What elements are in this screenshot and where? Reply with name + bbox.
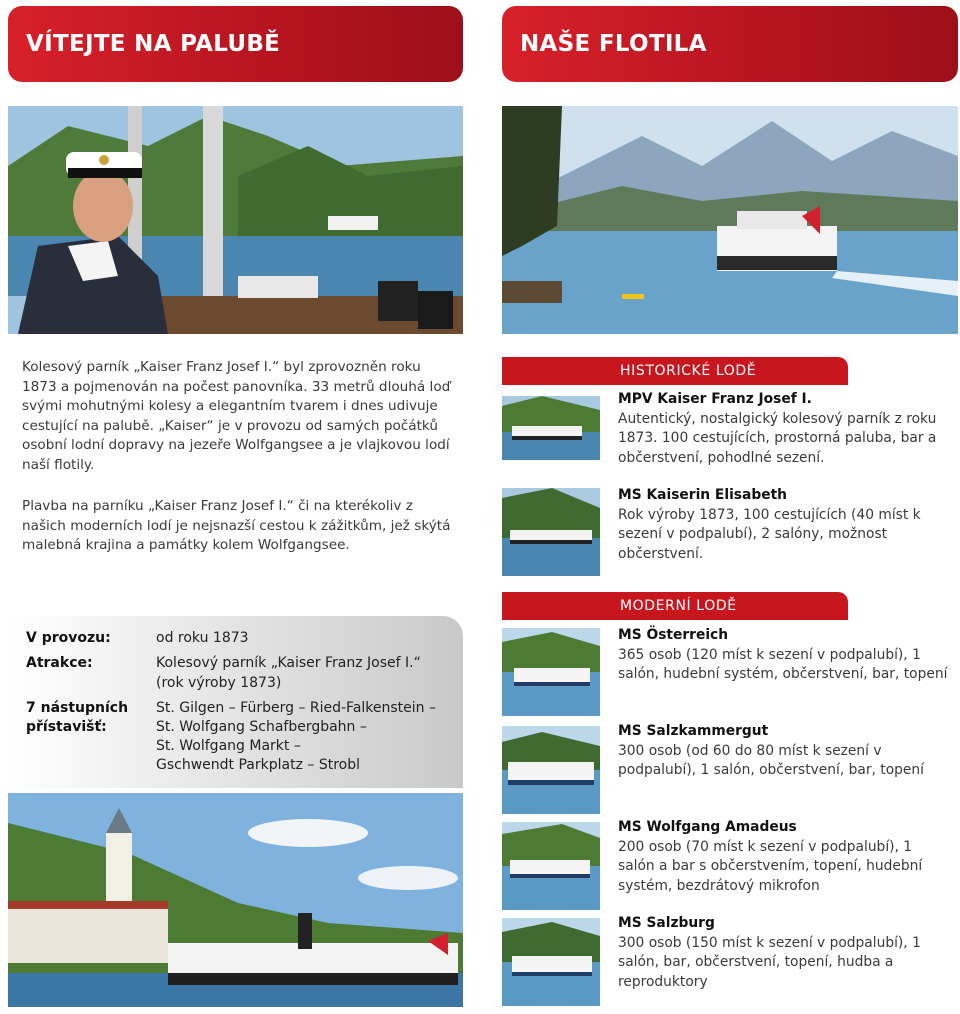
ship-desc: 300 osob (150 míst k sezení v podpalubí), 1 salón, bar, občerstvení, topení, hudba a reproduktory [618,934,921,990]
atrakce-value-1: Kolesový parník „Kaiser Franz Josef I.“ [156,655,421,671]
ship-name: MS Kaiserin Elisabeth [618,487,787,503]
ship-desc: Rok výroby 1873, 100 cestujících (40 míst k sezení v podpalubí), 2 salóny, možnost občerstvení. [618,506,921,562]
intro-paragraph-1: Kolesový parník „Kaiser Franz Josef I.“ byl zprovozněn roku 1873 a pojmenován na počest panovníka. 33 metrů dlouhá loď svými mohutnými kolesy a elegantním tvarem i dnes udivuje cestující na palubě. „Kaiser“ je v provozu od samých počátků osobní lodní dopravy na jezeře Wolfgangsee a je vlajkovou lodí naší flotily. [22,359,451,473]
thumb-wolfgang-amadeus [502,822,600,910]
thumb-kaiserin-elisabeth [502,488,600,576]
ship-name: MS Österreich [618,627,729,643]
intro-text [22,358,457,578]
ship-salzkammergut [618,722,953,781]
stops-2: St. Wolfgang Schafbergbahn – [156,719,367,735]
ship-name: MPV Kaiser Franz Josef I. [618,391,812,407]
thumb-osterreich [502,628,600,716]
ship-desc: 200 osob (70 míst k sezení v podpalubí), 1 salón a bar s občerstvením, topení, hudební systém, bezdrátový mikrofon [618,838,923,894]
thumb-kaiser-franz-josef [502,396,600,460]
thumb-salzkammergut [502,726,600,814]
info-box [8,616,463,788]
ship-salzburg [618,914,953,992]
ship-name: MS Salzkammergut [618,723,769,739]
historic-section-bar: HISTORICKÉ LODĚ [502,357,848,385]
ship-name: MS Wolfgang Amadeus [618,819,797,835]
stops-1: St. Gilgen – Fürberg – Ried-Falkenstein – [156,700,436,716]
ship-name: MS Salzburg [618,915,715,931]
provoz-value: od roku 1873 [156,630,249,646]
intro-paragraph-2: Plavba na parníku „Kaiser Franz Josef I.“ či na kterékoliv z našich moderních lodí je nejsnazší cestou k zážitkům, jež skýtá malebná krajina a památky kolem Wolfgangsee. [22,498,451,553]
lake-photo [502,106,958,334]
stops-label-2: přístavišť: [26,719,107,735]
ship-desc: Autentický, nostalgický kolesový parník z roku 1873. 100 cestujících, prostorná paluba, bar a občerstvení, pohodlné sezení. [618,410,937,466]
atrakce-value-2: (rok výroby 1873) [156,675,282,691]
atrakce-label: Atrakce: [26,655,93,671]
stops-label-1: 7 nástupních [26,700,129,716]
captain-photo [8,106,463,334]
st-wolfgang-photo [8,793,463,1007]
ship-desc: 365 osob (120 míst k sezení v podpalubí), 1 salón, hudební systém, občerstvení, bar, topení [618,646,948,682]
ship-kaiserin-elisabeth [618,486,953,564]
ship-osterreich [618,626,953,685]
ship-desc: 300 osob (od 60 do 80 míst k sezení v podpalubí), 1 salón, občerstvení, bar, topení [618,742,924,778]
banner-fleet: NAŠE FLOTILA [502,6,958,82]
stops-3: St. Wolfgang Markt – [156,738,301,754]
thumb-salzburg [502,918,600,1006]
ship-kaiser-franz-josef [618,390,953,468]
modern-section-bar: MODERNÍ LODĚ [502,592,848,620]
stops-4: Gschwendt Parkplatz – Strobl [156,757,360,773]
banner-welcome: VÍTEJTE NA PALUBĚ [8,6,463,82]
provoz-label: V provozu: [26,630,111,646]
ship-wolfgang-amadeus [618,818,953,896]
